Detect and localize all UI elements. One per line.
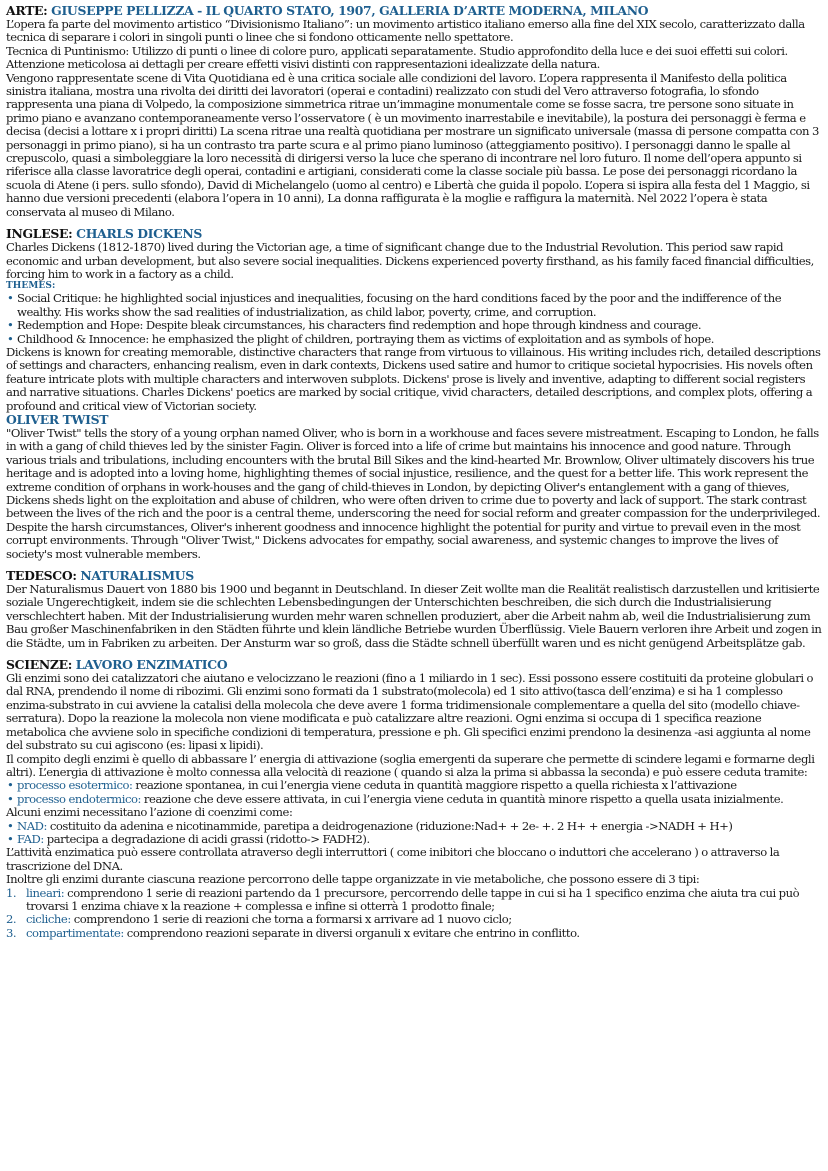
heading-subject: ARTE: (6, 3, 48, 18)
coenzimi-list (6, 820, 822, 847)
list-term: lineari: (26, 885, 65, 900)
paragraph: L’opera fa parte del movimento artistico “Divisionismo Italiano”: un movimento artistico italiano emerso alla fine del XIX secolo, caratterizzato dalla tecnica di separare i colori in singoli punti o linee che si fondono otticamente nello spettatore. (6, 17, 805, 45)
list-term: FAD: (17, 831, 44, 846)
section-heading (6, 658, 822, 672)
list-text: costituito da adenina e nicotinammide, paretipa a deidrogenazione (riduzione:Nad+ + 2e- +. 2 H+ + energia ->NADH + H+) (46, 818, 733, 833)
section-heading (6, 569, 822, 583)
heading-title: LAVORO ENZIMATICO (75, 657, 228, 673)
list-item: • Social Critique: he highlighted social injustices and inequalities, focusing on the hard conditions faced by the poor and the indifference of the wealthy. His works show the sad realities of industrialization, as child labor, poverty, crime, and corruption. (6, 292, 822, 319)
list-number: 3. (6, 925, 17, 940)
vie-metaboliche-list (6, 887, 822, 941)
list-item: • Redemption and Hope: Despite bleak circumstances, his characters find redemption and hope through kindness and courage. (6, 319, 822, 332)
list-term: NAD: (17, 818, 47, 833)
section-heading (6, 4, 822, 18)
themes-label: THEMES: (6, 281, 56, 292)
list-text: reazione che deve essere attivata, in cui l’energia viene ceduta in quantità minore rispetto a quella usata inizialmente. (141, 791, 784, 806)
subheading-oliver-twist: OLIVER TWIST (6, 411, 109, 427)
paragraph: Dickens is known for creating memorable, distinctive characters that range from virtuous to villainous. His writing includes rich, detailed descriptions of settings and characters, enhancing realism, even in dark contexts, Dickens used satire and humor to critique societal hypocrisies. His novels often feature intricate plots with multiple characters and interwoven subplots. Dickens' prose is lively and inventive, adapting to different social registers and narrative situations. Charles Dickens' poetics are marked by social critique, vivid characters, detailed descriptions, and complex plots, offering a profound and critical view of Victorian society. (6, 344, 821, 413)
heading-title: GIUSEPPE PELLIZZA - IL QUARTO STATO, 1907, GALLERIA D’ARTE MODERNA, MILANO (51, 3, 649, 18)
paragraph: Vengono rappresentate scene di Vita Quotidiana ed è una critica sociale alle condizioni del lavoro. L’opera rappresenta il Manifesto della politica sinistra italiana, mostra una rivolta dei diritti dei lavoratori (operai e contadini) realizzato con studi del Vero attraverso fotografia, lo sfondo rappresenta una piana di Volpedo, la composizione simmetrica ritrae un’immagine monumentale come se fosse sacra, tre persone sono situate in primo piano e avanzano contemporaneamente verso l’osservatore ( è un movimento inarrestabile e inevitabile), la postura dei personaggi è ferma e decisa (decisi a lottare x i propri diritti) La scena ritrae una realtà quotidiana per mostrare un significato universale (massa di persone compatta con 3 personaggi in primo piano), si ha un contrasto tra parte scura e al primo piano luminoso (atteggiamento positivo). I personaggi danno le spalle al crepuscolo, quasi a simboleggiare la loro necessità di dirigersi verso la luce che sperano di incontrare nel loro futuro. Il nome dell’opera appunto si riferisce alla classe lavoratrice degli operai, contadini e artigiani, considerati come la classe sociale più bassa. Le pose dei personaggi ricordano la scuola di Atene (i pers. sullo sfondo), David di Michelangelo (uomo al centro) e Libertà che guida il popolo. L’opera si ispira alla festa del 1 Maggio, si hanno due versioni precedenti (elabora l’opera in 10 anni), La donna raffigurata è la moglie e raffigura la maternità. Nel 2022 l’opera è stata conservata al museo di Milano. (6, 70, 819, 219)
paragraph: "Oliver Twist" tells the story of a young orphan named Oliver, who is born in a workhouse and faces severe mistreatment. Escaping to London, he falls in with a gang of child thieves led by the sinister Fagin. Oliver is forced into a life of crime but maintains his innocence and good nature. Through various trials and tribulations, including encounters with the brutal Bill Sikes and the kind-hearted Mr. Brownlow, Oliver ultimately discovers his true heritage and is adopted into a loving home, highlighting themes of social injustice, resilience, and the quest for a better life. This work represent the extreme condition of orphans in work-houses and the gang of child-thieves in London, by depicting Oliver's entanglement with a gang of thieves, Dickens sheds light on the exploitation and abuse of children, who were often driven to crime due to poverty and lack of support. The stark contrast between the lives of the rich and the poor is a central theme, underscoring the need for social reform and greater compassion for the underprivileged. Despite the harsh circumstances, Oliver's inherent goodness and innocence highlight the potential for purity and virtue to prevail even in the most corrupt environments. Through "Oliver Twist," Dickens advocates for empathy, social awareness, and systemic changes to improve the lives of society's most vulnerable members. (6, 425, 821, 561)
list-number: 1. (6, 885, 17, 900)
themes-list (6, 292, 822, 346)
heading-title: NATURALISMUS (80, 568, 194, 584)
list-number: 2. (6, 912, 17, 927)
list-item (6, 913, 822, 926)
list-item (6, 820, 822, 833)
list-text: reazione spontanea, in cui l’energia viene ceduta in quantità maggiore rispetto a quella richiesta x l’attivazione (132, 778, 737, 793)
section-tedesco (6, 569, 822, 650)
section-scienze (6, 658, 822, 940)
heading-subject: INGLESE: (6, 226, 73, 242)
heading-title: CHARLS DICKENS (76, 226, 203, 242)
paragraph: Il compito degli enzimi è quello di abbassare l’ energia di attivazione (soglia emergenti da superare che permette di scindere legami e formarne degli altri). L’energia di attivazione è molto connessa alla velocità di reazione ( quando si alza la prima si abbassa la seconda) e può essere ceduta tramite: (6, 751, 815, 779)
list-item: • Childhood & Innocence: he emphasized the plight of children, portraying them as victims of exploitation and as symbols of hope. (6, 333, 822, 346)
paragraph: Alcuni enzimi necessitano l’azione di coenzimi come: (6, 805, 293, 820)
list-term: processo esotermico: (17, 778, 133, 793)
paragraph: Gli enzimi sono dei catalizzatori che aiutano e velocizzano le reazioni (fino a 1 miliardo in 1 sec). Essi possono essere costituiti da proteine globulari o dal RNA, prendendo il nome di ribozimi. Gli enzimi sono formati da 1 substrato(molecola) ed 1 sito attivo(tasca dell’enzima) e si ha 1 complesso enzima-substrato in cui avviene la catalisi della molecola che deve avere 1 forma tridimensionale complementare a quella del sito (modello chiave-serratura). Dopo la reazione la molecola non viene modificata e può catalizzare altre reazioni. Ogni enzima si occupa di 1 specifica reazione metabolica che avviene solo in specifiche condizioni di temperatura, pressione e ph. Gli specifici enzimi prendono la desinenza -asi aggiunta al nome del substrato su cui agiscono (es: lipasi x lipidi). (6, 671, 814, 753)
section-inglese (6, 227, 822, 561)
section-heading (6, 227, 822, 241)
paragraph: Charles Dickens (1812-1870) lived during the Victorian age, a time of significant change due to the Industrial Revolution. This period saw rapid economic and urban development, but also severe social inequalities. Dickens experienced poverty firsthand, as his family faced financial difficulties, forcing him to work in a factory as a child. (6, 240, 814, 281)
list-text: comprendono reazioni separate in diversi organuli x evitare che entrino in conflitto. (123, 925, 580, 940)
heading-subject: TEDESCO: (6, 568, 77, 584)
list-text: comprendono 1 serie di reazioni partendo da 1 precursore, percorrendo delle tappe in cui si ha 1 specifico enzima che aiuta tra cui può trovarsi 1 enzima chiave x la reazione + complessa e infine si otterrà 1 prodotto finale; (26, 885, 800, 913)
list-text: comprendono 1 serie di reazioni che torna a formarsi x arrivare ad 1 nuovo ciclo; (70, 912, 512, 927)
list-item (6, 887, 822, 914)
paragraph: Der Naturalismus Dauert von 1880 bis 1900 und begannt in Deutschland. In dieser Zeit wollte man die Realität realistisch darzustellen und kritisierte soziale Ungerechtigkeit, indem sie die schlechten Lebensbedingungen der Unterschichten beschreiben, die sich durch die Industrialisierung verschlechtert haben. Mit der Industrialisierung wurden mehr waren schnellen produziert, aber die Arbeit nahm ab, weil die Industrialisierung zum Bau großer Maschinenfabriken in den Städten führte und klein ländliche Betriebe wurden Überflüssig. Viele Bauern verloren ihre Arbeit und zogen in die Städte, um in Fabriken zu arbeiten. Der Ansturm war so groß, dass die Städte schnell überfüllt waren und es nicht genügend Arbeitsplätze gab. (6, 582, 822, 650)
paragraph: Inoltre gli enzimi durante ciascuna reazione percorrono delle tappe organizzate in vie metaboliche, che possono essere di 3 tipi: (6, 872, 700, 887)
paragraph: Tecnica di Puntinismo: Utilizzo di punti o linee di colore puro, applicati separatamente. Studio approfondito della luce e dei suoi effetti sui colori. Attenzione meticolosa ai dettagli per creare effetti visivi distinti con rappresentazioni idealizzate della natura. (6, 43, 788, 72)
list-term: cicliche: (26, 912, 71, 927)
list-item (6, 927, 822, 940)
list-text: partecipa a degradazione di acidi grassi (ridotto-> FADH2). (43, 831, 370, 846)
list-item (6, 833, 822, 846)
list-term: compartimentate: (26, 925, 124, 940)
list-item (6, 779, 822, 792)
section-arte (6, 4, 822, 219)
list-term: processo endotermico: (17, 791, 141, 806)
processi-list (6, 779, 822, 806)
paragraph: L’attività enzimatica può essere controllata atraverso degli interruttori ( come inibitori che bloccano o induttori che accelerano ) o attraverso la trascrizione del DNA. (6, 845, 780, 873)
list-item (6, 793, 822, 806)
heading-subject: SCIENZE: (6, 657, 73, 673)
